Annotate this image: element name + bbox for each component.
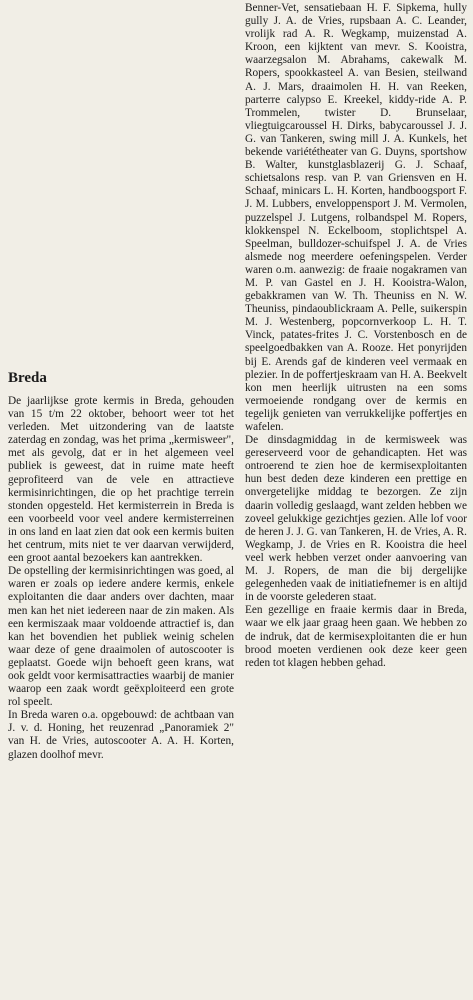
paragraph-closing: Een gezellige en fraaie kermis daar in Breda, waar we elk jaar graag heen gaan. We hebben zo de indruk, dat de kermisexploitanten die er hun brood moeten verdienen ook deze keer geen reden tot klagen hebben gehad. <box>245 604 467 669</box>
left-column <box>8 369 234 762</box>
paragraph-attractions-start: In Breda waren o.a. opgebouwd: de achtbaan van J. v. d. Honing, het reuzenrad „Panoramiek 2" van H. de Vries, autoscooter A. A. H. Korten, glazen doolhof mevr. <box>8 709 234 761</box>
article-heading: Breda <box>8 370 47 386</box>
paragraph-handicapped-day: De dinsdagmiddag in de kermisweek was gereserveerd voor de gehandicapten. Het was ontroerend te zien hoe de kermisexploitanten hun best deden deze kinderen een prettige en onvergetelijke middag te bezorgen. Ze zijn daarin volledig geslaagd, want zelden hebben we zoveel gelukkige gezichtjes gezien. Alle lof voor de heren J. J. G. van Tankeren, H. de Vries, A. R. Wegkamp, J. de Vries en R. Kooistra die heel veel werk hebben verzet onder aanvoering van M. J. Ropers, de man die bij dergelijke gelegenheden vaak de initiatiefnemer is en altijd in de voorste gelederen staat. <box>245 434 467 604</box>
paragraph-intro: De jaarlijkse grote kermis in Breda, gehouden van 15 t/m 22 oktober, behoort weer tot het verleden. Met uitzondering van de laatste zaterdag en zondag, was het prima „kermisweer", met als gevolg, dat er in het algemeen veel publiek is geweest, dat in ruime mate heeft geprofiteerd van de vele en attractieve kermisinrichtingen, die op het prachtige terrein stonden opgesteld. Het kermisterrein in Breda is een voorbeeld voor veel andere kermisterreinen in ons land en laat zien dat ook een kermis buiten het centrum, mits niet te ver daarvan verwijderd, een groot aantal bezoekers kan aantrekken. <box>8 395 234 565</box>
right-column <box>245 2 467 670</box>
paragraph-attractions-list: Benner-Vet, sensatiebaan H. F. Sipkema, hully gully J. A. de Vries, rupsbaan A. C. Leander, vrolijk rad A. R. Wegkamp, muizenstad A. Kroon, een kijktent van mevr. S. Kooistra, waarzegsalon M. Abrahams, cakewalk M. Ropers, spookkasteel A. van Besien, steilwand A. J. Mars, draaimolen H. H. van Reeken, parterre calypso E. Kreekel, kiddy-ride A. P. Trommelen, twister D. Brunselaar, vliegtuigcaroussel H. Dirks, babycaroussel J. J. G. van Tankeren, swing mill J. A. Kunkels, het bekende variététheater van G. Duyns, sportshow B. Walter, kunstglasblazerij G. J. Schaaf, schietsalons resp. van P. van Griensven en H. Schaaf, minicars L. H. Korten, handboogsport F. J. M. Lubbers, enveloppensport J. M. Vermolen, puzzelspel J. Lutgens, rolbandspel M. Ropers, klokkenspel N. Eckelboom, stoplichtspel A. Speelman, bulldozer-schuifspel J. A. de Vries alsmede nog meerdere oefeningspelen. Verder waren o.m. aanwezig: de fraaie nogakramen van M. P. van Gastel en J. H. Kooistra-Walon, gebakkramen van W. Th. Theuniss en N. W. Theuniss, pindaoublickraam A. Pelle, suikerspin M. J. Westenberg, popcornverkoop L. H. T. Vinck, patates-frites J. C. Vorstenbosch en de speelgoedbakken van A. Rooze. Het ponyrijden bij E. Arends gaf de kinderen veel vermaak en plezier. In de poffertjeskraam van H. A. Beekvelt kon men heerlijk uitrusten na een soms vermoeiende rondgang over de kermis en tegelijk genieten van verrukkelijke poffertjes en wafelen. <box>245 2 467 433</box>
paragraph-layout: De opstelling der kermisinrichtingen was goed, al waren er zoals op iedere andere kermis, enkele exploitanten die daar anders over dachten, maar men kan het niet iedereen naar de zin maken. Als een kermiszaak maar voldoende attractief is, dan kan het bovendien het publiek weinig schelen waar deze of gene draaimolen of autoscooter is geplaatst. Goede wijn behoeft geen krans, wat ook geldt voor kermisattracties waarbij de manier waarop een zaak wordt geëxploiteerd een grote rol speelt. <box>8 565 234 709</box>
